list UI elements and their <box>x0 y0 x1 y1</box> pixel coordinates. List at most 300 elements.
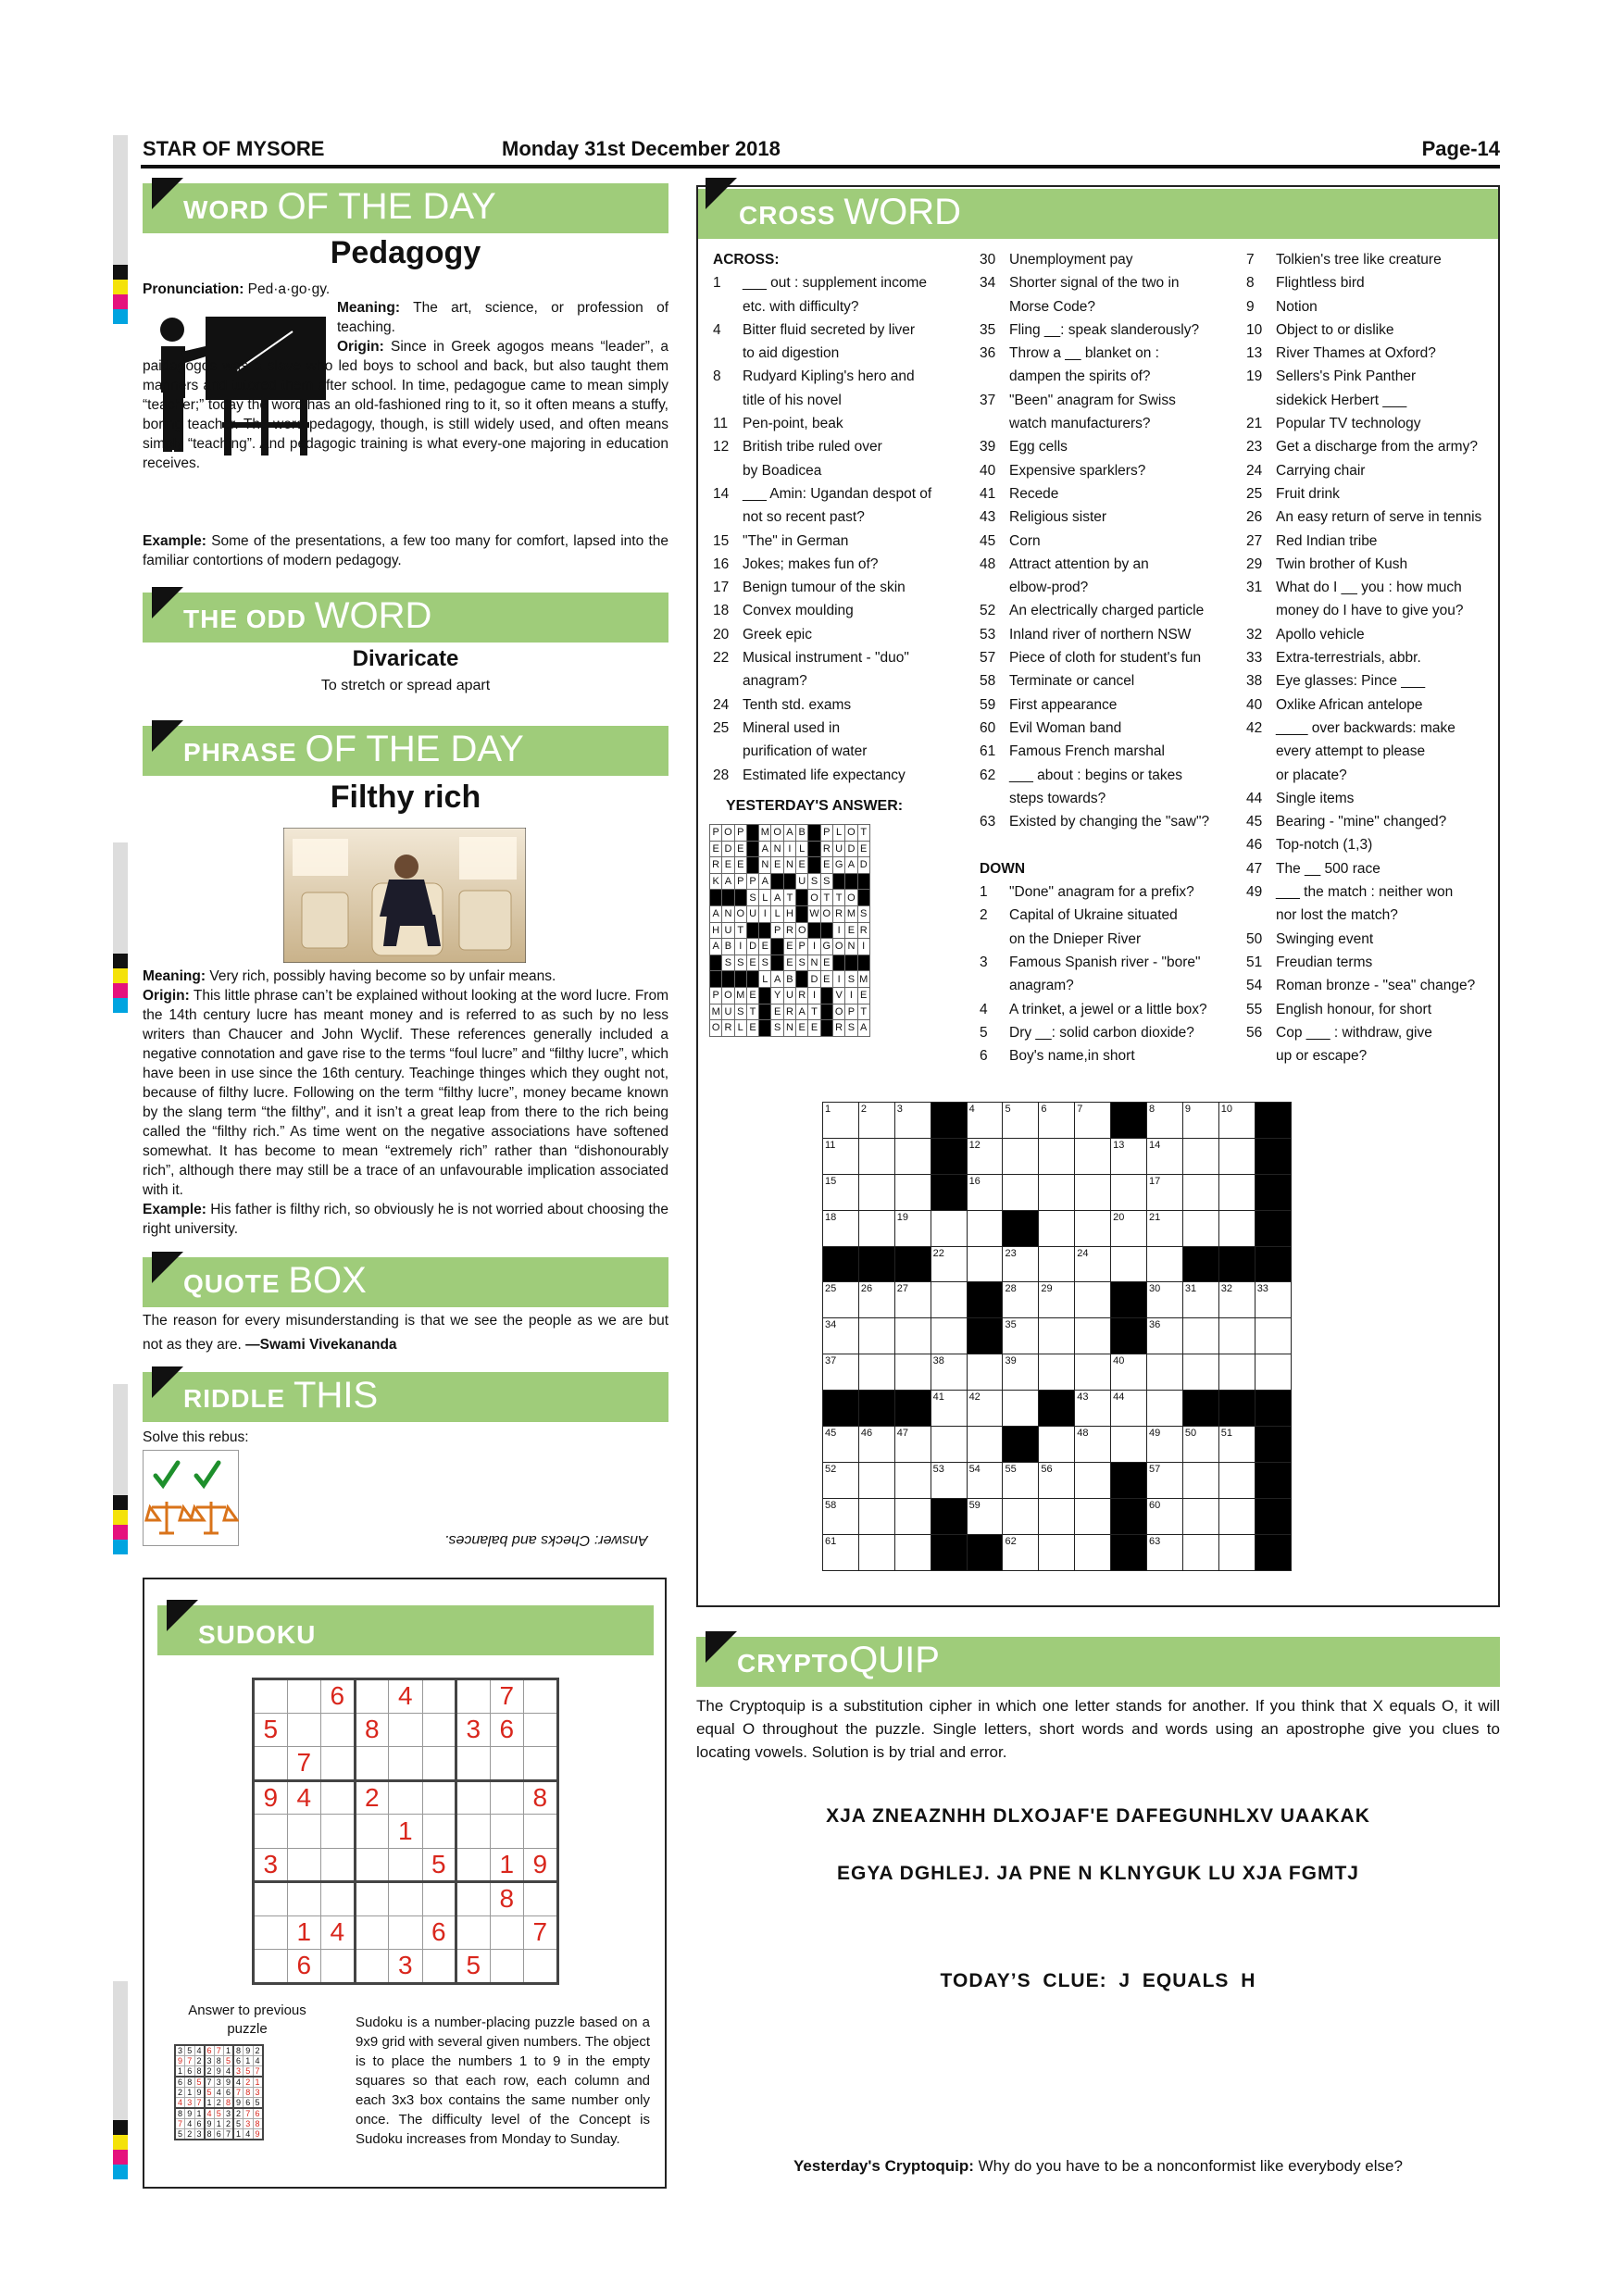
crossword-cell[interactable] <box>1075 1354 1111 1391</box>
answer-letter: O <box>845 890 857 906</box>
sudoku-cell[interactable] <box>389 1915 423 1950</box>
crossword-cell[interactable]: 34 <box>823 1318 859 1354</box>
sudoku-cell[interactable] <box>321 1815 356 1849</box>
sudoku-cell: 5 <box>456 1950 491 1984</box>
crossword-cell[interactable] <box>1003 1138 1039 1174</box>
answer-block <box>759 922 771 939</box>
clue-line: 34 Shorter signal of the two in <box>980 275 1180 292</box>
crossword-block <box>967 1534 1003 1570</box>
crossword-cell[interactable] <box>858 1318 894 1354</box>
answer-letter: E <box>857 841 869 857</box>
crossword-cell[interactable]: 59 <box>967 1498 1003 1534</box>
crossword-grid[interactable] <box>822 1102 1292 1571</box>
prev-sudoku-cell: 1 <box>233 2129 244 2140</box>
clue-line: 44 Single items <box>1246 790 1355 806</box>
registration-yellow <box>113 2135 128 2150</box>
crossword-cell[interactable]: 10 <box>1218 1103 1255 1139</box>
crossword-cell[interactable] <box>1039 1210 1075 1246</box>
sudoku-cell[interactable] <box>456 1815 491 1849</box>
prev-sudoku-cell: 3 <box>244 2119 254 2129</box>
crossword-cell[interactable]: 13 <box>1111 1138 1147 1174</box>
sudoku-cell[interactable] <box>524 1882 558 1916</box>
crossword-cell[interactable]: 35 <box>1003 1318 1039 1354</box>
answer-block <box>820 987 832 1004</box>
crossword-cell[interactable]: 54 <box>967 1462 1003 1498</box>
registration-cyan <box>113 2165 128 2179</box>
crossword-cell[interactable] <box>1147 1391 1183 1427</box>
crossword-cell[interactable] <box>858 1498 894 1534</box>
answer-letter: G <box>820 939 832 955</box>
band-corner-mark <box>152 178 183 209</box>
crossword-cell[interactable] <box>931 1427 967 1463</box>
sudoku-cell[interactable] <box>321 1747 356 1781</box>
crossword-cell[interactable] <box>894 1498 931 1534</box>
sudoku-cell[interactable] <box>355 1950 389 1984</box>
crossword-cell[interactable] <box>1182 1498 1218 1534</box>
crossword-cell[interactable] <box>1218 1354 1255 1391</box>
crossword-cell[interactable] <box>1218 1498 1255 1534</box>
answer-letter: S <box>771 1020 783 1037</box>
clue-line: 37 "Been" anagram for Swiss <box>980 392 1176 408</box>
sudoku-cell[interactable] <box>389 1848 423 1882</box>
crossword-cell[interactable] <box>1182 1138 1218 1174</box>
riddle-answer: Answer: Checks and balances. <box>444 1532 648 1548</box>
crossword-cell[interactable] <box>1218 1534 1255 1570</box>
crossword-cell[interactable] <box>1111 1427 1147 1463</box>
sudoku-cell: 5 <box>254 1713 288 1747</box>
sudoku-cell[interactable] <box>389 1780 423 1815</box>
crossword-cell[interactable] <box>858 1462 894 1498</box>
crossword-cell[interactable] <box>1111 1246 1147 1282</box>
answer-block <box>820 922 832 939</box>
sudoku-cell[interactable] <box>490 1815 524 1849</box>
crossword-cell[interactable] <box>894 1462 931 1498</box>
crossword-cell[interactable]: 2 <box>858 1103 894 1139</box>
sudoku-cell[interactable] <box>422 1713 456 1747</box>
sudoku-cell[interactable] <box>355 1882 389 1916</box>
sudoku-cell[interactable] <box>254 1747 288 1781</box>
crossword-cell[interactable] <box>1111 1174 1147 1210</box>
sudoku-cell[interactable] <box>355 1815 389 1849</box>
registration-bar <box>113 135 128 265</box>
clue-line: 57 Piece of cloth for student's fun <box>980 650 1202 667</box>
sudoku-cell: 1 <box>287 1915 321 1950</box>
crossword-cell[interactable]: 17 <box>1147 1174 1183 1210</box>
crossword-cell[interactable]: 58 <box>823 1498 859 1534</box>
clue-line: 6 Boy's name,in short <box>980 1048 1135 1065</box>
registration-black <box>113 954 128 968</box>
clue-line: 27 Red Indian tribe <box>1246 532 1378 549</box>
crossword-cell[interactable] <box>967 1246 1003 1282</box>
crossword-cell[interactable] <box>1003 1174 1039 1210</box>
prev-sudoku-cell: 5 <box>244 2066 254 2078</box>
crossword-cell[interactable]: 31 <box>1182 1282 1218 1318</box>
crossword-cell[interactable]: 53 <box>931 1462 967 1498</box>
sudoku-cell[interactable] <box>524 1747 558 1781</box>
registration-yellow <box>113 280 128 294</box>
crossword-cell[interactable]: 38 <box>931 1354 967 1391</box>
sudoku-cell[interactable] <box>490 1747 524 1781</box>
answer-letter: U <box>722 1004 734 1020</box>
answer-block <box>820 1004 832 1020</box>
sudoku-cell[interactable] <box>422 1780 456 1815</box>
crossword-cell[interactable]: 50 <box>1182 1427 1218 1463</box>
answer-letter: R <box>710 857 722 874</box>
clue-line: 39 Egg cells <box>980 439 1068 455</box>
answer-letter: P <box>771 922 783 939</box>
crossword-cell[interactable]: 61 <box>823 1534 859 1570</box>
crossword-cell[interactable] <box>931 1282 967 1318</box>
crossword-cell[interactable] <box>894 1534 931 1570</box>
prev-sudoku-cell: 6 <box>214 2129 224 2140</box>
answer-letter: S <box>746 890 758 906</box>
answer-letter: O <box>722 987 734 1004</box>
sudoku-cell[interactable] <box>355 1848 389 1882</box>
clue-line: 46 Top-notch (1,3) <box>1246 837 1373 854</box>
crossword-cell[interactable]: 63 <box>1147 1534 1183 1570</box>
crossword-cell[interactable]: 11 <box>823 1138 859 1174</box>
answer-block <box>857 873 869 890</box>
crossword-cell[interactable]: 43 <box>1075 1391 1111 1427</box>
clue-line: 14 ___ Amin: Ugandan despot of <box>713 485 932 502</box>
clue-line: 8 Rudyard Kipling's hero and <box>713 368 915 385</box>
crossword-cell[interactable] <box>1182 1354 1218 1391</box>
sudoku-cell[interactable] <box>389 1882 423 1916</box>
crossword-cell[interactable]: 28 <box>1003 1282 1039 1318</box>
sudoku-cell[interactable] <box>254 1679 288 1714</box>
crossword-cell[interactable] <box>1218 1174 1255 1210</box>
crossword-cell[interactable] <box>1182 1534 1218 1570</box>
answer-block <box>710 955 722 971</box>
sudoku-cell[interactable] <box>456 1747 491 1781</box>
crossword-cell[interactable] <box>1075 1174 1111 1210</box>
crossword-cell[interactable] <box>1182 1174 1218 1210</box>
answer-block <box>845 955 857 971</box>
crossword-cell[interactable] <box>1075 1282 1111 1318</box>
prev-sudoku-cell: 4 <box>244 2129 254 2140</box>
answer-letter: L <box>734 1020 746 1037</box>
answer-letter: E <box>783 955 795 971</box>
answer-block <box>796 890 808 906</box>
crossword-cell[interactable] <box>1039 1246 1075 1282</box>
sudoku-cell: 1 <box>490 1848 524 1882</box>
crossword-cell[interactable]: 46 <box>858 1427 894 1463</box>
answer-letter: N <box>808 955 820 971</box>
crossword-cell[interactable]: 7 <box>1075 1103 1111 1139</box>
crossword-cell[interactable] <box>1218 1138 1255 1174</box>
crossword-cell[interactable]: 49 <box>1147 1427 1183 1463</box>
answer-letter: O <box>832 939 844 955</box>
sudoku-cell[interactable] <box>456 1848 491 1882</box>
word-meaning: Meaning: The art, science, or profession of teaching. <box>337 300 669 335</box>
crossword-cell[interactable] <box>1039 1138 1075 1174</box>
crossword-cell[interactable] <box>1218 1210 1255 1246</box>
sudoku-cell[interactable] <box>254 1950 288 1984</box>
clue-line: 53 Inland river of northern NSW <box>980 626 1192 643</box>
crossword-cell[interactable] <box>858 1534 894 1570</box>
clue-line: every attempt to please <box>1276 743 1426 760</box>
sudoku-cell[interactable] <box>422 1747 456 1781</box>
sudoku-cell[interactable] <box>287 1713 321 1747</box>
crossword-cell[interactable]: 30 <box>1147 1282 1183 1318</box>
crossword-cell[interactable]: 22 <box>931 1246 967 1282</box>
crossword-cell[interactable] <box>1147 1354 1183 1391</box>
crossword-cell[interactable]: 5 <box>1003 1103 1039 1139</box>
sudoku-cell[interactable] <box>422 1882 456 1916</box>
sudoku-grid[interactable] <box>252 1678 559 1985</box>
crossword-cell[interactable]: 27 <box>894 1282 931 1318</box>
crossword-cell[interactable] <box>858 1174 894 1210</box>
crossword-cell[interactable]: 12 <box>967 1138 1003 1174</box>
sudoku-cell[interactable] <box>422 1679 456 1714</box>
crossword-cell[interactable]: 8 <box>1147 1103 1183 1139</box>
crossword-cell[interactable]: 25 <box>823 1282 859 1318</box>
clue-line: Morse Code? <box>1009 298 1096 315</box>
crossword-cell[interactable] <box>1075 1318 1111 1354</box>
answer-letter: I <box>808 939 820 955</box>
prev-sudoku-cell: 7 <box>253 2066 263 2078</box>
answer-letter: U <box>796 873 808 890</box>
crossword-cell[interactable]: 48 <box>1075 1427 1111 1463</box>
crossword-cell[interactable] <box>967 1354 1003 1391</box>
answer-letter: A <box>759 873 771 890</box>
sudoku-cell[interactable] <box>254 1915 288 1950</box>
crossword-cell[interactable]: 16 <box>967 1174 1003 1210</box>
crossword-cell[interactable] <box>894 1138 931 1174</box>
crossword-cell[interactable]: 47 <box>894 1427 931 1463</box>
sudoku-cell[interactable] <box>490 1915 524 1950</box>
crossword-cell[interactable]: 42 <box>967 1391 1003 1427</box>
odd-word-band: THE ODD WORD <box>143 591 668 643</box>
crossword-block <box>1255 1210 1291 1246</box>
crossword-cell[interactable]: 14 <box>1147 1138 1183 1174</box>
crossword-cell[interactable]: 1 <box>823 1103 859 1139</box>
crossword-cell[interactable] <box>858 1354 894 1391</box>
sudoku-cell[interactable] <box>456 1679 491 1714</box>
crossword-cell[interactable]: 60 <box>1147 1498 1183 1534</box>
sudoku-cell[interactable] <box>287 1815 321 1849</box>
crossword-cell[interactable]: 9 <box>1182 1103 1218 1139</box>
prev-sudoku-cell: 3 <box>205 2056 215 2066</box>
crossword-cell[interactable] <box>1255 1318 1291 1354</box>
phrase-band: PHRASE OF THE DAY <box>143 724 668 776</box>
crossword-cell[interactable]: 51 <box>1218 1427 1255 1463</box>
sudoku-cell[interactable] <box>524 1815 558 1849</box>
crossword-cell[interactable]: 36 <box>1147 1318 1183 1354</box>
sudoku-cell[interactable] <box>490 1780 524 1815</box>
sudoku-cell[interactable] <box>287 1882 321 1916</box>
clue-line: 41 Recede <box>980 485 1059 502</box>
answer-letter: M <box>845 905 857 922</box>
crossword-cell[interactable] <box>967 1210 1003 1246</box>
crossword-cell[interactable] <box>1039 1318 1075 1354</box>
crossword-cell[interactable] <box>967 1427 1003 1463</box>
sudoku-description: Sudoku is a number-placing puzzle based on a 9x9 grid with several given numbers. The object is to place the numbers 1 to 9 in the empty squares so that each row, each column and each 3x3 box contains the same number only once. The difficulty level of the Concept is Sudoku increases from Monday to Sunday. <box>356 2015 650 2147</box>
sudoku-cell[interactable] <box>355 1747 389 1781</box>
crossword-cell[interactable] <box>1182 1462 1218 1498</box>
prev-sudoku-cell: 2 <box>194 2056 205 2066</box>
prev-sudoku-cell: 9 <box>185 2108 195 2119</box>
clue-line: 31 What do I __ you : how much <box>1246 580 1462 596</box>
answer-block <box>722 971 734 988</box>
answer-letter: E <box>746 955 758 971</box>
prev-sudoku-cell: 8 <box>194 2066 205 2078</box>
crossword-cell[interactable]: 41 <box>931 1391 967 1427</box>
crossword-cell[interactable] <box>1075 1210 1111 1246</box>
crossword-cell[interactable]: 21 <box>1147 1210 1183 1246</box>
crossword-cell[interactable]: 57 <box>1147 1462 1183 1498</box>
clue-line: 55 English honour, for short <box>1246 1001 1432 1017</box>
answer-block <box>746 841 758 857</box>
clue-line: not so recent past? <box>743 509 865 526</box>
crossword-cell[interactable]: 62 <box>1003 1534 1039 1570</box>
crossword-cell[interactable] <box>894 1318 931 1354</box>
crossword-cell[interactable]: 15 <box>823 1174 859 1210</box>
sudoku-cell[interactable] <box>422 1950 456 1984</box>
crossword-cell[interactable]: 44 <box>1111 1391 1147 1427</box>
crossword-cell[interactable]: 56 <box>1039 1462 1075 1498</box>
sudoku-cell[interactable] <box>287 1679 321 1714</box>
answer-block <box>808 922 820 939</box>
crossword-cell[interactable] <box>894 1354 931 1391</box>
answer-letter: A <box>710 905 722 922</box>
sudoku-cell[interactable] <box>321 1950 356 1984</box>
crossword-cell[interactable] <box>1039 1174 1075 1210</box>
crossword-cell[interactable]: 33 <box>1255 1282 1291 1318</box>
crossword-cell[interactable] <box>1039 1498 1075 1534</box>
crossword-cell[interactable] <box>1003 1391 1039 1427</box>
crossword-cell[interactable] <box>1182 1210 1218 1246</box>
clue-line: or placate? <box>1276 767 1347 783</box>
crossword-cell[interactable]: 29 <box>1039 1282 1075 1318</box>
clue-line: 19 Sellers's Pink Panther <box>1246 368 1417 385</box>
crossword-cell[interactable]: 6 <box>1039 1103 1075 1139</box>
answer-letter: R <box>783 922 795 939</box>
sudoku-cell[interactable] <box>456 1882 491 1916</box>
sudoku-cell[interactable] <box>254 1815 288 1849</box>
crossword-cell[interactable]: 40 <box>1111 1354 1147 1391</box>
crossword-cell[interactable] <box>858 1138 894 1174</box>
prev-sudoku-cell: 7 <box>175 2119 185 2129</box>
answer-letter: I <box>734 939 746 955</box>
crossword-cell[interactable] <box>1039 1354 1075 1391</box>
crossword-cell[interactable] <box>1218 1462 1255 1498</box>
clue-line: 60 Evil Woman band <box>980 719 1122 736</box>
crossword-cell[interactable]: 4 <box>967 1103 1003 1139</box>
crossword-cell[interactable]: 26 <box>858 1282 894 1318</box>
crossword-cell[interactable]: 55 <box>1003 1462 1039 1498</box>
crossword-cell[interactable] <box>1039 1427 1075 1463</box>
crossword-cell[interactable] <box>1075 1534 1111 1570</box>
answer-letter: A <box>771 890 783 906</box>
sudoku-cell[interactable] <box>355 1915 389 1950</box>
sudoku-cell[interactable] <box>456 1915 491 1950</box>
sudoku-cell[interactable] <box>389 1747 423 1781</box>
answer-letter: P <box>746 873 758 890</box>
crossword-cell[interactable]: 20 <box>1111 1210 1147 1246</box>
prev-sudoku-cell: 2 <box>185 2129 195 2140</box>
answer-block <box>710 890 722 906</box>
prev-sudoku-cell: 1 <box>175 2066 185 2078</box>
registration-magenta <box>113 2150 128 2165</box>
answer-block <box>808 841 820 857</box>
crossword-cell[interactable]: 19 <box>894 1210 931 1246</box>
crossword-cell[interactable] <box>1255 1354 1291 1391</box>
sudoku-cell[interactable] <box>456 1780 491 1815</box>
sudoku-cell[interactable] <box>321 1780 356 1815</box>
crossword-cell[interactable]: 39 <box>1003 1354 1039 1391</box>
crossword-cell[interactable]: 23 <box>1003 1246 1039 1282</box>
crossword-cell[interactable] <box>1218 1318 1255 1354</box>
answer-letter: U <box>722 922 734 939</box>
sudoku-cell[interactable] <box>389 1713 423 1747</box>
crossword-cell[interactable] <box>1075 1138 1111 1174</box>
clue-line: 59 First appearance <box>980 696 1118 713</box>
prev-sudoku-cell: 2 <box>205 2066 215 2078</box>
answer-letter: E <box>771 857 783 874</box>
sudoku-cell[interactable] <box>254 1882 288 1916</box>
prev-sudoku-cell: 6 <box>194 2119 205 2129</box>
crossword-cell[interactable] <box>1039 1534 1075 1570</box>
sudoku-cell: 7 <box>524 1915 558 1950</box>
sudoku-cell[interactable] <box>287 1848 321 1882</box>
clue-line: money do I have to give you? <box>1276 603 1464 619</box>
sudoku-cell[interactable] <box>355 1679 389 1714</box>
crossword-cell[interactable]: 3 <box>894 1103 931 1139</box>
sudoku-cell[interactable] <box>321 1848 356 1882</box>
sudoku-cell[interactable] <box>524 1713 558 1747</box>
registration-yellow <box>113 1510 128 1525</box>
prev-sudoku-cell: 6 <box>185 2066 195 2078</box>
sudoku-cell[interactable] <box>422 1815 456 1849</box>
crossword-cell[interactable] <box>894 1174 931 1210</box>
prev-sudoku-cell: 7 <box>224 2129 234 2140</box>
sudoku-cell[interactable] <box>490 1950 524 1984</box>
answer-letter: T <box>857 1004 869 1020</box>
clue-line: 2 Capital of Ukraine situated <box>980 907 1178 924</box>
prev-sudoku-cell: 5 <box>194 2077 205 2088</box>
answer-letter: I <box>783 841 795 857</box>
sudoku-cell[interactable] <box>524 1950 558 1984</box>
crossword-cell[interactable] <box>1075 1462 1111 1498</box>
prev-sudoku-cell: 6 <box>244 2098 254 2109</box>
sudoku-cell[interactable] <box>321 1713 356 1747</box>
sudoku-cell[interactable] <box>321 1882 356 1916</box>
clue-line: steps towards? <box>1009 790 1106 806</box>
crossword-cell[interactable] <box>931 1318 967 1354</box>
answer-letter: T <box>783 890 795 906</box>
crossword-cell[interactable]: 32 <box>1218 1282 1255 1318</box>
crossword-cell[interactable]: 52 <box>823 1462 859 1498</box>
crossword-cell[interactable]: 24 <box>1075 1246 1111 1282</box>
prev-sudoku-cell: 4 <box>185 2119 195 2129</box>
crossword-cell[interactable] <box>1075 1498 1111 1534</box>
crossword-cell[interactable] <box>1182 1318 1218 1354</box>
clue-line: 58 Terminate or cancel <box>980 673 1135 690</box>
crossword-cell[interactable] <box>858 1210 894 1246</box>
crossword-cell[interactable] <box>1147 1246 1183 1282</box>
sudoku-band: SUDOKU <box>157 1603 654 1655</box>
sudoku-cell[interactable] <box>524 1679 558 1714</box>
crossword-cell[interactable] <box>931 1210 967 1246</box>
sudoku-cell: 8 <box>355 1713 389 1747</box>
crossword-cell[interactable]: 37 <box>823 1354 859 1391</box>
crossword-cell[interactable]: 18 <box>823 1210 859 1246</box>
crossword-cell[interactable] <box>1003 1498 1039 1534</box>
crossword-block <box>858 1246 894 1282</box>
crossword-cell[interactable]: 45 <box>823 1427 859 1463</box>
clue-line: 25 Fruit drink <box>1246 485 1340 502</box>
